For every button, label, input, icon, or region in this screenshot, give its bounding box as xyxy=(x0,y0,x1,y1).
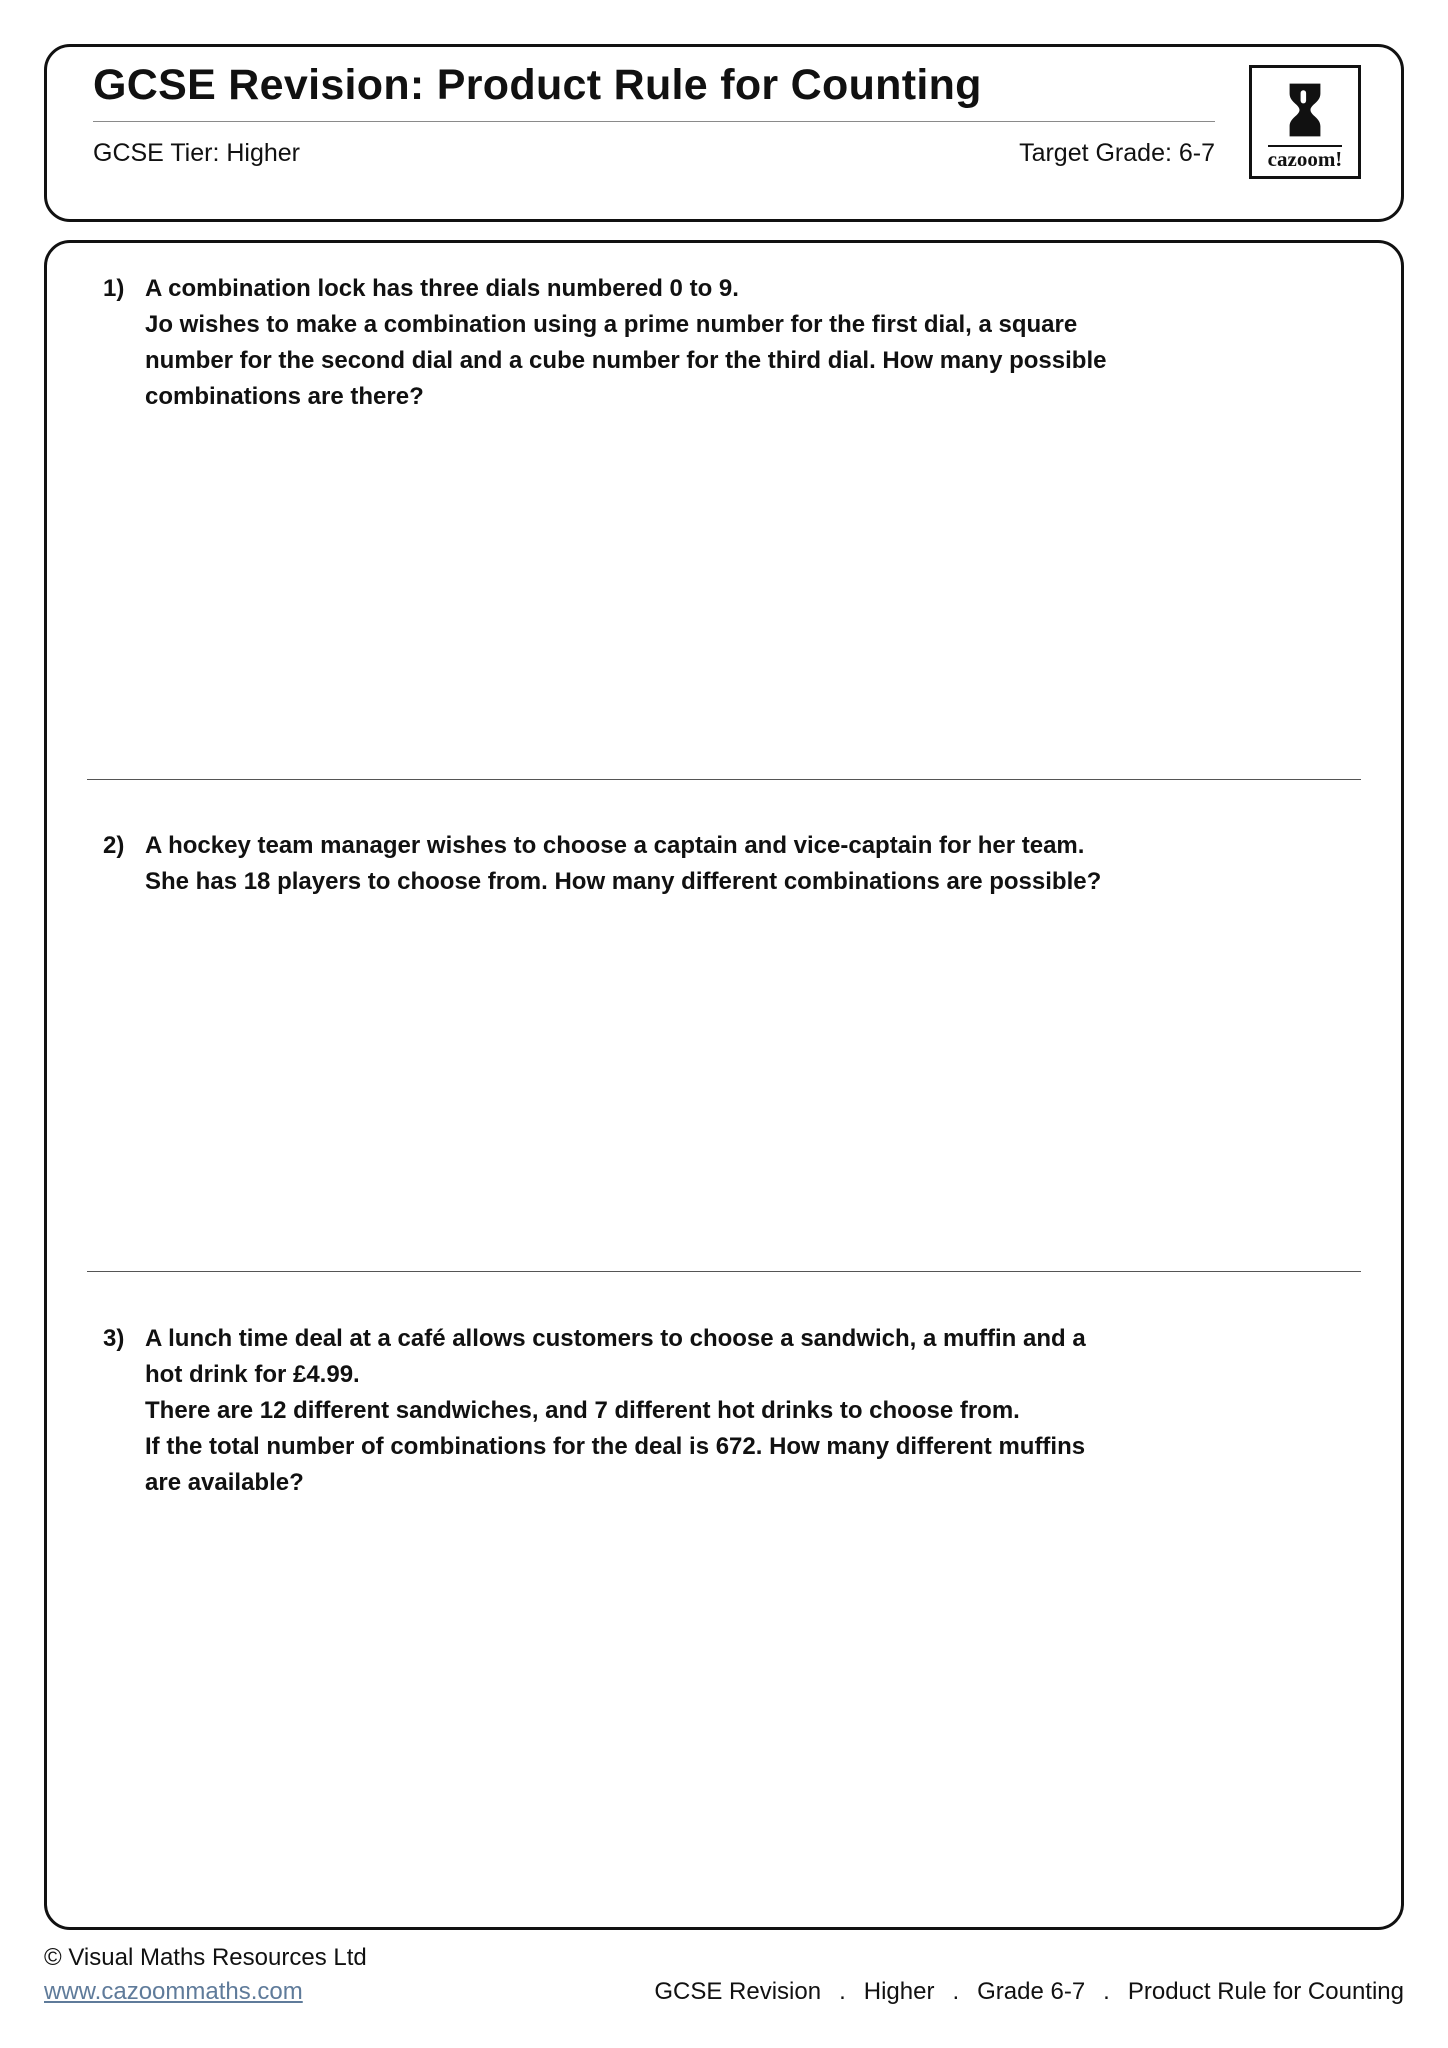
question-number: 3) xyxy=(103,1325,125,1352)
question-line: Jo wishes to make a combination using a prime number for the first dial, a square xyxy=(145,311,1078,338)
question-text xyxy=(145,271,1106,415)
footer-segment: Grade 6-7 xyxy=(977,1978,1086,2005)
question-line: She has 18 players to choose from. How many different combinations are possible? xyxy=(145,868,1102,895)
question-number: 1) xyxy=(103,275,125,302)
page-title: GCSE Revision: Product Rule for Counting xyxy=(93,61,982,109)
footer-separator: . xyxy=(952,1978,960,2005)
website-link[interactable]: www.cazoommaths.com xyxy=(44,1978,303,2005)
question-line: There are 12 different sandwiches, and 7 different hot drinks to choose from. xyxy=(145,1397,1020,1424)
copyright-text: © Visual Maths Resources Ltd xyxy=(44,1944,367,1971)
question-1 xyxy=(103,271,1106,415)
question-2 xyxy=(103,828,1101,900)
question-line: hot drink for £4.99. xyxy=(145,1361,360,1388)
question-divider xyxy=(87,1271,1361,1272)
target-grade-label: Target Grade: 6-7 xyxy=(1019,139,1215,167)
question-text xyxy=(145,1321,1086,1501)
cazoom-logo xyxy=(1249,65,1361,179)
question-line: number for the second dial and a cube number for the third dial. How many possible xyxy=(145,347,1107,374)
footer-segment: Higher xyxy=(863,1978,935,2005)
question-3 xyxy=(103,1321,1086,1501)
header-subrow xyxy=(93,139,1215,168)
question-line: A lunch time deal at a café allows customers to choose a sandwich, a muffin and a xyxy=(145,1325,1086,1352)
footer-segment: Product Rule for Counting xyxy=(1127,1978,1404,2005)
footer-separator: . xyxy=(839,1978,846,2005)
question-text xyxy=(145,828,1101,900)
logo-text: cazoom! xyxy=(1267,147,1343,171)
question-divider xyxy=(87,779,1361,780)
footer-separator: . xyxy=(1103,1978,1110,2005)
question-line: combinations are there? xyxy=(145,383,424,410)
questions-box xyxy=(44,240,1404,1930)
footer-segment: GCSE Revision xyxy=(654,1978,822,2005)
hourglass-icon xyxy=(1283,74,1327,145)
tier-label: GCSE Tier: Higher xyxy=(93,139,301,167)
header-box xyxy=(44,44,1404,222)
question-line: A combination lock has three dials numbered 0 to 9. xyxy=(145,275,739,302)
footer-breadcrumb xyxy=(654,1978,1404,2006)
title-divider xyxy=(93,121,1215,122)
question-line: A hockey team manager wishes to choose a captain and vice-captain for her team. xyxy=(145,832,1085,859)
question-line: If the total number of combinations for the deal is 672. How many different muffins xyxy=(145,1433,1086,1460)
question-number: 2) xyxy=(103,832,125,859)
question-line: are available? xyxy=(145,1469,304,1496)
